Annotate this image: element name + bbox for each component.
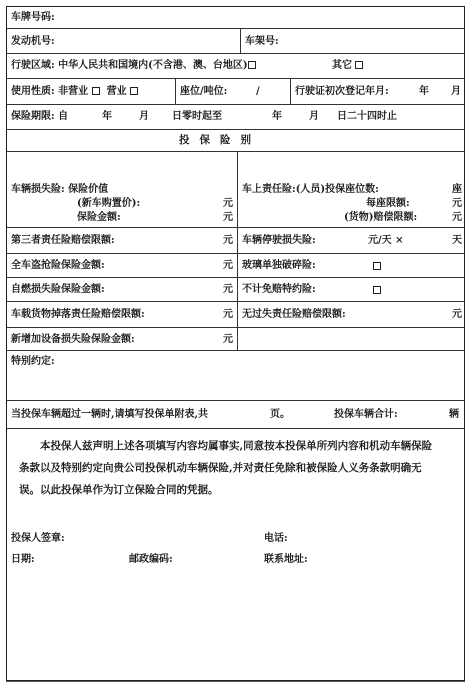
downtime-days: 天 — [452, 235, 462, 246]
fire-yuan: 元 — [223, 284, 233, 295]
onboard-seat-unit: 座 — [452, 184, 462, 195]
third-party-yuan: 元 — [223, 235, 233, 246]
no-deductible-label: 不计免赔特约险: — [242, 284, 316, 295]
vehicle-loss-yuan-2: 元 — [223, 212, 233, 223]
no-fault-label: 无过失责任险赔偿限额: — [242, 309, 346, 320]
period-label: 保险期限: 自 — [11, 111, 69, 122]
fire-label: 自燃损失险保险金额: — [11, 284, 105, 295]
row-period — [7, 105, 464, 130]
frame-cell — [240, 29, 464, 53]
registration-label: 行驶证初次登记年月: — [295, 86, 389, 97]
region-other-text: 其它 — [332, 60, 352, 71]
date-label: 日期: — [11, 554, 35, 565]
theft-label: 全车盗抢险保险金额: — [11, 260, 105, 271]
new-equipment-yuan: 元 — [223, 334, 233, 345]
row-engine-frame — [7, 29, 464, 54]
row-plate — [7, 7, 464, 29]
onboard-label: 车上责任险:(人员)投保座位数: — [242, 184, 379, 195]
engine-number-label: 发动机号: — [11, 36, 55, 47]
row-declaration — [7, 429, 464, 682]
registration-cell — [290, 79, 464, 104]
seat-label: 座位/吨位: — [180, 86, 228, 97]
period-start: 日零时起至 — [172, 111, 222, 122]
row-vehicle-loss — [7, 152, 464, 228]
vehicle-loss-label: 车辆损失险: 保险价值 — [11, 184, 109, 195]
usage-non-business-checkbox[interactable] — [92, 87, 100, 95]
vehicle-loss-new: (新车购置价): — [77, 198, 141, 209]
new-equipment-cell — [7, 328, 237, 350]
period-month-1: 月 — [139, 111, 149, 122]
theft-cell — [7, 254, 237, 277]
section-title: 投保险别 — [179, 134, 261, 146]
declaration-text: 本投保人兹声明上述各项填写内容均属事实,同意按本投保单所列内容和机动车辆保险条款以及特别约定向贵公司投保机动车辆保险,并对责任免除和被保险人义务条款明确无误。以此投保单作为订立保险合同的凭据。 — [19, 440, 433, 496]
onboard-yuan-2: 元 — [452, 212, 462, 223]
vehicle-loss-cell — [7, 152, 237, 227]
onboard-cell — [237, 152, 464, 227]
row-region — [7, 54, 464, 79]
region-other-checkbox[interactable] — [355, 61, 363, 69]
address-label: 联系地址: — [264, 554, 308, 565]
downtime-label: 车辆停驶损失险: — [242, 235, 316, 246]
no-fault-yuan: 元 — [452, 309, 462, 320]
phone-label: 电话: — [264, 533, 288, 544]
multi-vehicle-page: 页。 — [270, 409, 290, 420]
onboard-goods: (货物)赔偿限额: — [344, 212, 418, 223]
row-special-terms — [7, 351, 464, 401]
usage-business-checkbox[interactable] — [130, 87, 138, 95]
onboard-per-seat: 每座限额: — [366, 198, 410, 209]
insurance-application-form — [6, 6, 465, 681]
region-label — [11, 60, 256, 72]
special-terms-label: 特别约定: — [11, 356, 55, 367]
onboard-yuan-1: 元 — [452, 198, 462, 209]
cargo-cell — [7, 302, 237, 327]
row-cargo — [7, 302, 464, 328]
period-end: 日二十四时止 — [337, 111, 397, 122]
usage-label — [11, 86, 138, 98]
seat-slash: / — [256, 86, 260, 97]
period-year-1: 年 — [102, 111, 112, 122]
period-year-2: 年 — [272, 111, 282, 122]
row-fire — [7, 278, 464, 302]
third-party-cell — [7, 228, 237, 253]
vehicle-unit: 辆 — [449, 409, 459, 420]
glass-checkbox[interactable] — [373, 262, 381, 270]
period-month-2: 月 — [309, 111, 319, 122]
postcode-label: 邮政编码: — [129, 554, 173, 565]
no-deductible-cell — [237, 278, 464, 301]
new-equipment-blank — [237, 328, 464, 350]
new-equipment-label: 新增加设备损失险保险金额: — [11, 334, 135, 345]
registration-month: 月 — [451, 86, 461, 97]
no-fault-cell — [237, 302, 464, 327]
vehicle-loss-amount: 保险金额: — [77, 212, 121, 223]
region-text: 行驶区域: 中华人民共和国境内(不含港、澳、台地区) — [11, 60, 248, 71]
seat-cell — [175, 79, 290, 104]
frame-number-label: 车架号: — [245, 36, 279, 47]
vehicle-total-label: 投保车辆合计: — [334, 409, 398, 420]
applicant-signature-label: 投保人签章: — [11, 533, 65, 544]
vehicle-loss-yuan-1: 元 — [223, 198, 233, 209]
glass-label: 玻璃单独破碎险: — [242, 260, 316, 271]
region-domestic-checkbox[interactable] — [248, 61, 256, 69]
downtime-rate: 元/天 × — [368, 235, 404, 246]
downtime-cell — [237, 228, 464, 253]
usage-non-business-text: 使用性质: 非营业 — [11, 86, 89, 97]
glass-cell — [237, 254, 464, 277]
region-other — [332, 60, 363, 72]
cargo-drop-label: 车载货物掉落责任险赔偿限额: — [11, 309, 145, 320]
plate-number-label: 车牌号码: — [11, 12, 55, 23]
cargo-yuan: 元 — [223, 309, 233, 320]
row-new-equipment — [7, 328, 464, 351]
third-party-label: 第三者责任险赔偿限额: — [11, 235, 115, 246]
row-section-title — [7, 130, 464, 152]
multi-vehicle-note: 当投保车辆超过一辆时,请填写投保单附表,共 — [11, 409, 208, 420]
theft-yuan: 元 — [223, 260, 233, 271]
row-third-party — [7, 228, 464, 254]
usage-business-text: 营业 — [106, 86, 127, 97]
row-multi-vehicle — [7, 401, 464, 429]
page-bottom-line — [6, 681, 465, 682]
row-theft — [7, 254, 464, 278]
no-deductible-checkbox[interactable] — [373, 286, 381, 294]
row-usage — [7, 79, 464, 105]
registration-year: 年 — [419, 86, 429, 97]
fire-cell — [7, 278, 237, 301]
